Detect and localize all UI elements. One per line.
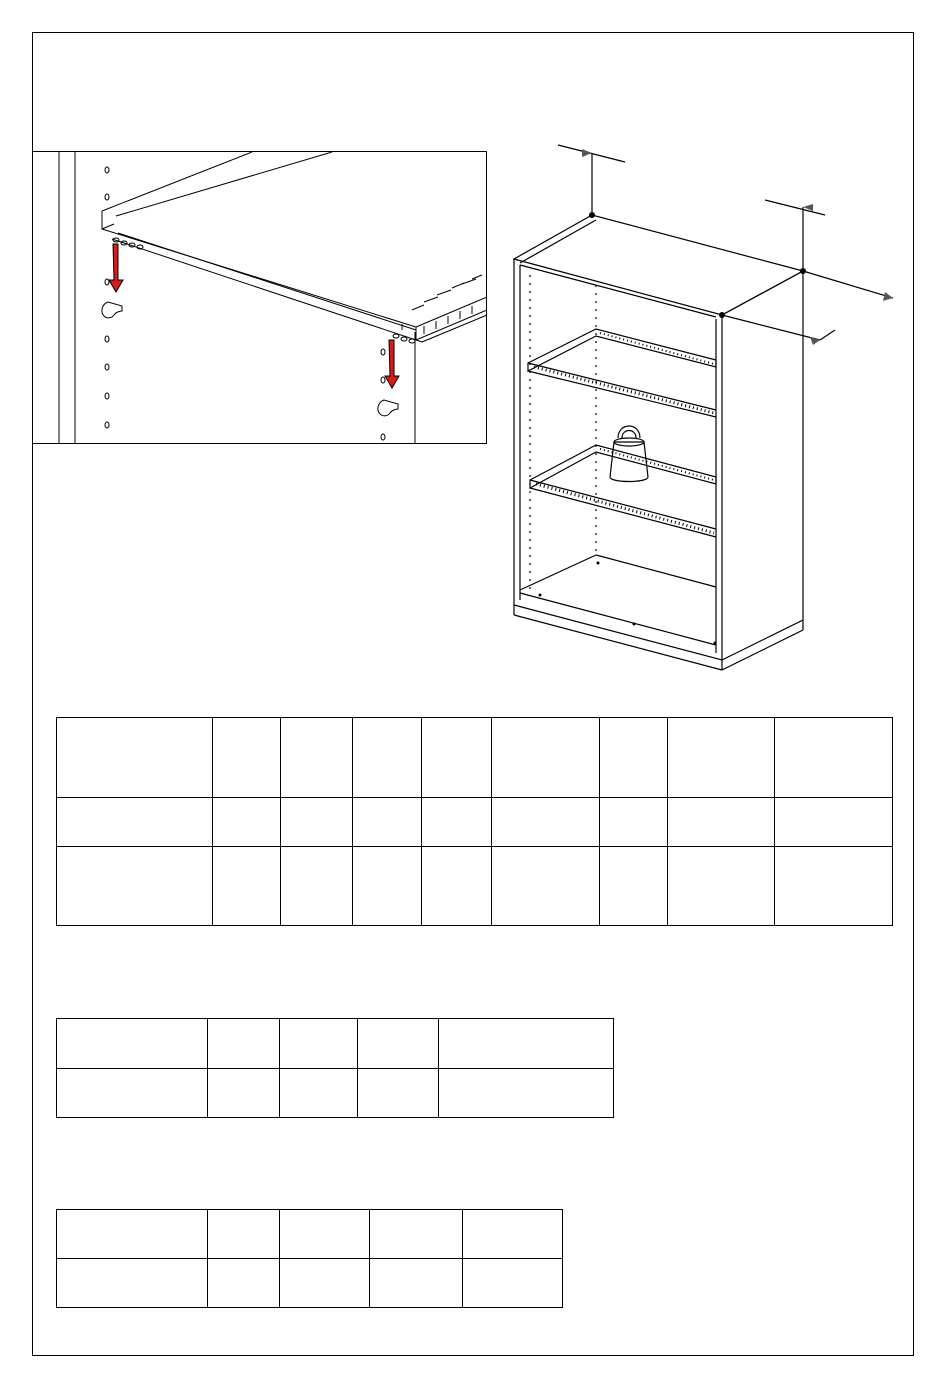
table-cell [281, 798, 353, 847]
table-cell [439, 1019, 614, 1069]
table-cell [422, 847, 492, 926]
table-cell [208, 1259, 280, 1308]
table-cell [492, 847, 600, 926]
table-cell [353, 798, 422, 847]
table-cell [280, 1210, 370, 1259]
shelf-support-detail [32, 151, 487, 444]
table-row [57, 1069, 614, 1118]
table-cell [358, 1069, 439, 1118]
table-row [57, 718, 893, 798]
table-cell [281, 847, 353, 926]
table-row [57, 798, 893, 847]
table-cell [280, 1259, 370, 1308]
table-cell [57, 718, 213, 798]
table-row [57, 847, 893, 926]
table-cell [439, 1069, 614, 1118]
table-cell [422, 718, 492, 798]
table-cell [775, 798, 893, 847]
table-cell [280, 1069, 358, 1118]
bookcase-illustration [500, 135, 910, 680]
table-cell [208, 1019, 280, 1069]
table-cell [280, 1019, 358, 1069]
table-cell [208, 1210, 280, 1259]
table-cell [281, 718, 353, 798]
table-cell [213, 718, 281, 798]
shelf-support-detail-drawing [32, 152, 487, 444]
spec-table-2 [56, 1018, 614, 1118]
table-cell [600, 718, 668, 798]
table-cell [492, 718, 600, 798]
table-cell [463, 1259, 563, 1308]
table-cell [213, 798, 281, 847]
table-cell [463, 1210, 563, 1259]
table-cell [775, 718, 893, 798]
table-cell [57, 1210, 208, 1259]
table-cell [57, 1259, 208, 1308]
table-cell [213, 847, 281, 926]
spec-table-1 [56, 717, 893, 926]
table-cell [668, 798, 775, 847]
table-cell [492, 798, 600, 847]
table-cell [353, 718, 422, 798]
table-cell [208, 1069, 280, 1118]
table-cell [57, 1069, 208, 1118]
table-cell [422, 798, 492, 847]
table-cell [370, 1259, 463, 1308]
table-row [57, 1210, 563, 1259]
table-cell [57, 847, 213, 926]
table-cell [370, 1210, 463, 1259]
table-cell [353, 847, 422, 926]
table-cell [57, 798, 213, 847]
table-row [57, 1019, 614, 1069]
bookcase-drawing [500, 135, 910, 680]
table-cell [775, 847, 893, 926]
table-row [57, 1259, 563, 1308]
table-cell [668, 847, 775, 926]
table-cell [600, 847, 668, 926]
table-cell [668, 718, 775, 798]
table-cell [600, 798, 668, 847]
spec-table-3 [56, 1209, 563, 1308]
table-cell [358, 1019, 439, 1069]
table-cell [57, 1019, 208, 1069]
